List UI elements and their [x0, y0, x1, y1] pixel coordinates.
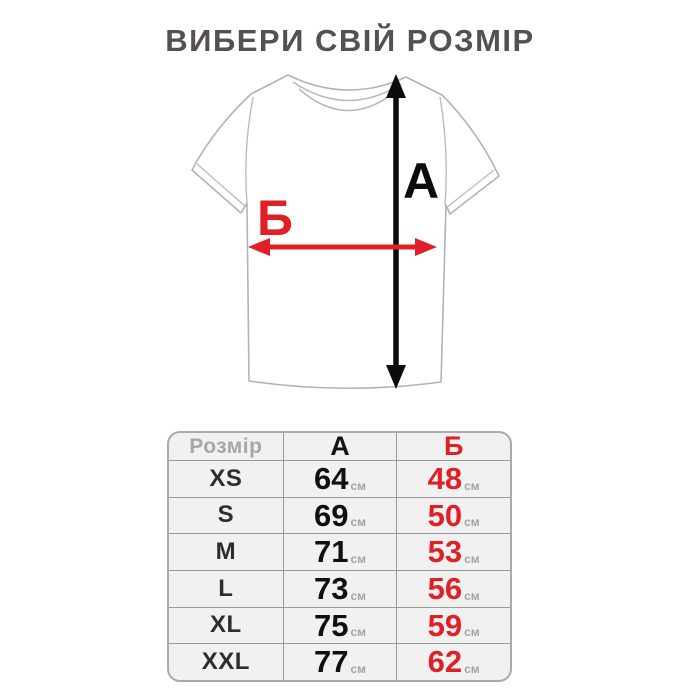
size-label: XL [209, 611, 242, 639]
page-title: ВИБЕРИ СВІЙ РОЗМІР [165, 23, 535, 58]
length-value: 64 см [313, 461, 367, 497]
size-label: S [217, 501, 235, 529]
width-cell [396, 460, 510, 497]
length-cell [283, 607, 397, 644]
width-value: 48 см [427, 461, 480, 497]
size-label: L [218, 574, 234, 602]
size-cell [169, 460, 283, 497]
size-table [167, 431, 512, 682]
unit-label: см [350, 661, 367, 676]
width-cell [396, 497, 510, 534]
width-measure-label: Б [257, 190, 293, 246]
length-value: 71 см [313, 534, 367, 570]
unit-label: см [464, 515, 480, 530]
size-cell [169, 607, 283, 644]
unit-label: см [350, 588, 367, 603]
length-cell [283, 643, 397, 680]
unit-label: см [464, 551, 480, 566]
length-value: 69 см [313, 497, 367, 533]
width-cell [396, 607, 510, 644]
unit-label: см [464, 625, 480, 640]
unit-label: см [350, 551, 367, 566]
unit-label: см [350, 478, 367, 493]
unit-label: см [464, 588, 480, 603]
size-label: XS [209, 464, 243, 492]
unit-label: см [350, 515, 367, 530]
length-cell [283, 460, 397, 497]
length-cell [283, 533, 397, 570]
width-value: 56 см [427, 571, 480, 607]
size-table-header-b: Б [396, 433, 510, 460]
width-cell [396, 533, 510, 570]
size-table-header-a: А [283, 433, 397, 460]
size-cell [169, 497, 283, 534]
width-value: 59 см [427, 607, 480, 643]
size-label: M [215, 538, 237, 566]
height-measure-label: А [403, 153, 440, 209]
size-label: XXL [201, 648, 250, 676]
unit-label: см [464, 661, 480, 676]
width-value: 62 см [427, 644, 480, 680]
width-cell [396, 643, 510, 680]
length-cell [283, 497, 397, 534]
width-value: 53 см [427, 534, 480, 570]
tshirt-outline [192, 75, 499, 388]
size-cell [169, 570, 283, 607]
size-table-header-size: Розмір [189, 434, 263, 458]
size-cell [169, 533, 283, 570]
length-value: 73 см [313, 571, 367, 607]
length-cell [283, 570, 397, 607]
unit-label: см [350, 625, 367, 640]
unit-label: см [464, 478, 480, 493]
length-value: 77 см [313, 644, 367, 680]
width-value: 50 см [427, 497, 480, 533]
width-cell [396, 570, 510, 607]
length-value: 75 см [313, 607, 367, 643]
size-cell [169, 643, 283, 680]
